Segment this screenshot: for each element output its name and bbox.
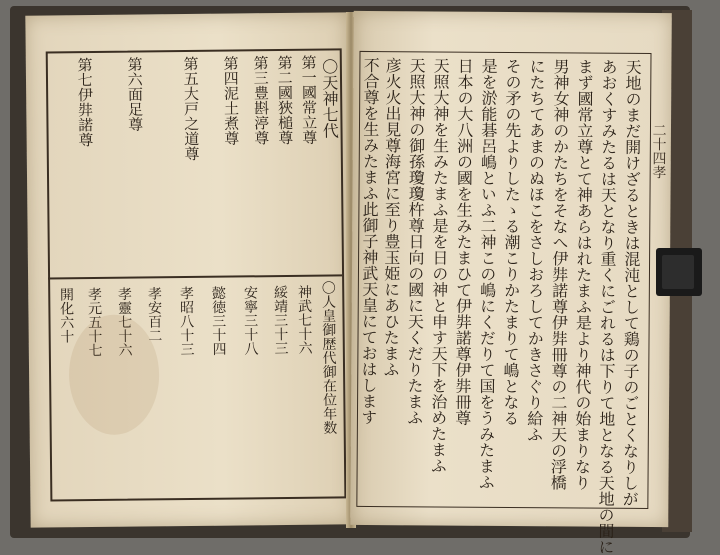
left-page bbox=[25, 12, 352, 527]
upper-col-1: 第一國常立尊 bbox=[299, 54, 319, 145]
upper-col-3: 第三豊斟渟尊 bbox=[251, 55, 271, 146]
text-line-12: 不合尊を生みたまふ此御子神武天皇にておはします bbox=[358, 56, 381, 426]
lower-col-1: 神武七十六 bbox=[295, 284, 313, 355]
lower-col-2: 綏靖三十三 bbox=[271, 284, 289, 356]
text-line-6: その矛の先よりしたゝる潮こりかたまりて嶋となる bbox=[500, 57, 523, 427]
page-tab-inner bbox=[662, 255, 694, 289]
upper-col-7: 第七伊弉諾尊 bbox=[75, 56, 95, 148]
text-line-10: 天照大神の御孫瓊瓊杵尊日向の國に天くだりたまふ bbox=[404, 57, 427, 426]
section-heading-emperors: 〇人皇御歴代御在位年数 bbox=[319, 280, 338, 435]
upper-col-6: 第六面足尊 bbox=[125, 56, 145, 132]
text-line-11: 彦火火出見尊海宮に至り豊玉姫にあひたまふ bbox=[381, 57, 403, 378]
text-line-1: 天地のまだ開けざるときは混沌として鶏の子のごとくなりしが bbox=[620, 58, 643, 507]
text-line-8: 日本の大八洲の國を生みたまひて伊弉諾尊伊弉冊尊 bbox=[452, 57, 475, 426]
text-line-2: あおくすみたるは天となり重くにごれるは下りて地となる天地の間に bbox=[595, 58, 619, 555]
lower-col-3: 安寧三十八 bbox=[241, 285, 259, 356]
section-heading-tenjin: 〇天神七代 bbox=[319, 58, 340, 139]
text-line-3: まず國常立尊とて神あらはれたまふ是より神代の始まりなり bbox=[572, 58, 595, 491]
upper-col-2: 第二國狹槌尊 bbox=[275, 54, 295, 146]
running-head: 二十四孝 bbox=[650, 122, 667, 180]
paper-stain bbox=[68, 314, 159, 435]
lower-col-4: 懿徳三十四 bbox=[209, 285, 227, 356]
upper-col-5: 第五大戸之道尊 bbox=[181, 55, 201, 162]
lower-col-8: 孝元五十七 bbox=[85, 286, 103, 358]
text-line-4: 男神女神のかたちをそなへ伊弉諾尊伊弉冊尊の二神天の浮橋 bbox=[548, 58, 571, 491]
lower-col-7: 孝靈七十六 bbox=[115, 286, 133, 357]
text-line-9: 天照大神を生みたまふ是を日の神と申す天下を治めたまふ bbox=[428, 57, 451, 474]
text-line-5: にたちてあまのぬほこをさしおろしてかきさぐり給ふ bbox=[524, 58, 547, 443]
upper-col-4: 第四泥土煮尊 bbox=[221, 55, 241, 146]
right-page bbox=[350, 11, 672, 555]
lower-col-9: 開化六十 bbox=[57, 287, 75, 344]
text-line-7: 是を淤能碁呂嶋といふ二神この嶋にくだりて国をうみたまふ bbox=[476, 57, 499, 490]
lower-col-6: 孝安百二 bbox=[145, 286, 163, 343]
lower-col-5: 孝昭八十三 bbox=[177, 285, 195, 357]
